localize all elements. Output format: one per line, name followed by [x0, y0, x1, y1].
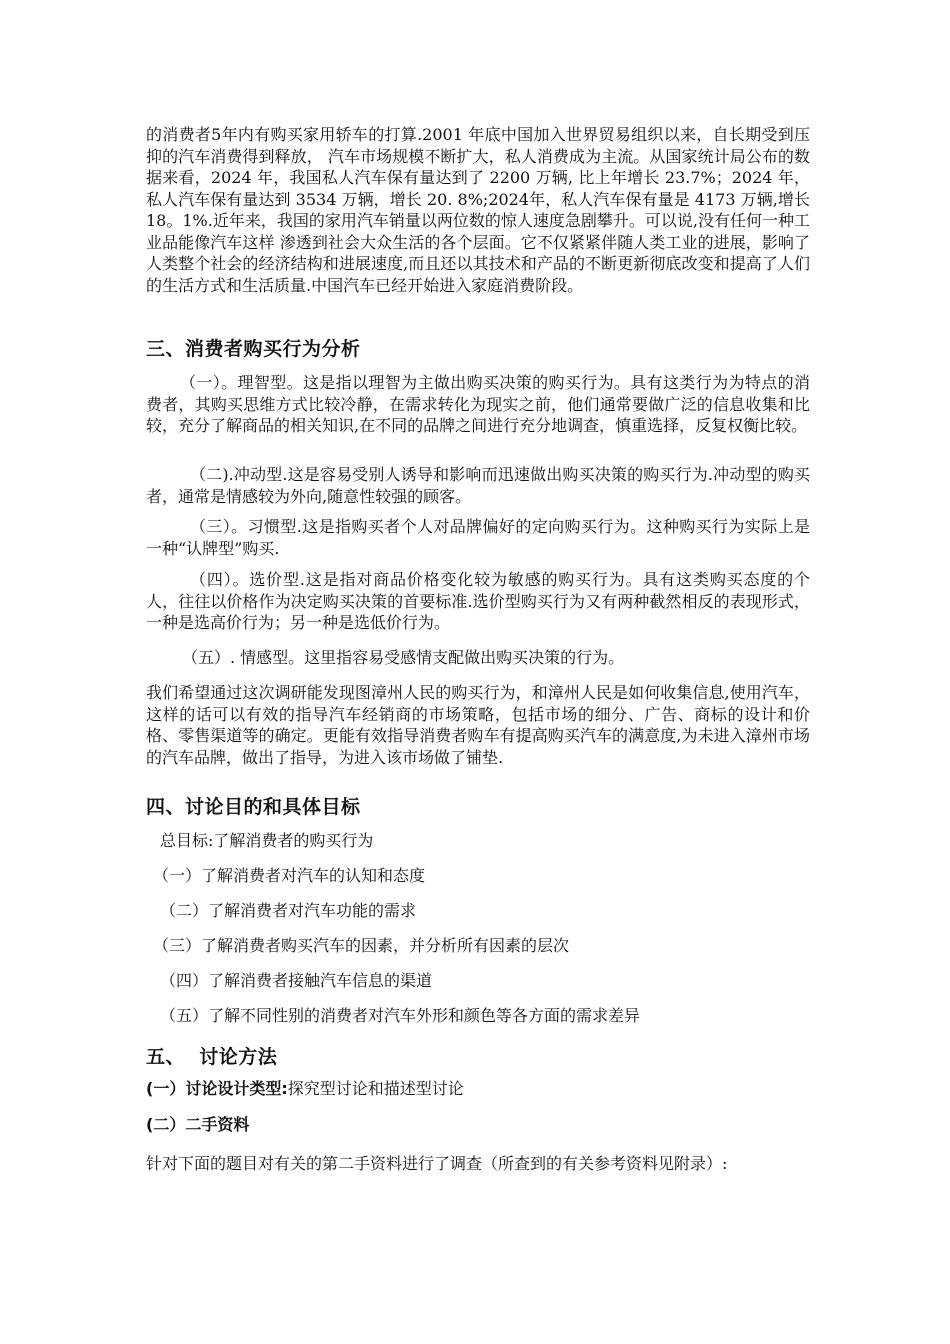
section3-item-3: （三）。习惯型.这是指购买者个人对品牌偏好的定向购买行为。这种购买行为实际上是一种“认牌型”购买.	[146, 517, 810, 558]
section3-heading: 三、消费者购买行为分析	[146, 338, 361, 360]
section3-item-4: （四）。选价型.这是指对商品价格变化较为敏感的购买行为。具有这类购买态度的个人，往往以价格作为决定购买决策的首要标准.选价型购买行为又有两种截然相反的表现形式，一种是选高价行为；另一种是选低价行为。	[146, 570, 810, 632]
section3-item-1-block	[146, 372, 810, 437]
intro-paragraph: 的消费者5年内有购买家用轿车的打算.2001 年底中国加入世界贸易组织以来，自长期受到压抑的汽车消费得到释放， 汽车市场规模不断扩大，私人消费成为主流。从国家统计局公布的数据来看，2024 年，我国私人汽车保有量达到了 2200 万辆, 比上年增长 23.7%；2024 年，私人汽车保有量达到 3534 万辆，增长 20. 8%;2024年，私人汽车保有量是 4173 万辆,增长 18。1%.近年来，我国的家用汽车销量以两位数的惊人速度急剧攀升。可以说,没有任何一种工业品能像汽车这样 渗透到社会大众生活的各个层面。它不仅紧紧伴随人类工业的进展，影响了人类整个社会的经济结构和进展速度,而且还以其技术和产品的不断更新彻底改变和提高了人们的生活方式和生活质量.中国汽车已经开始进入家庭消费阶段。	[146, 125, 810, 295]
section4-goal-1: （一）了解消费者对汽车的认知和态度	[153, 866, 426, 885]
section4-goal-2: （二）了解消费者对汽车功能的需求	[160, 901, 417, 920]
section4-goal-4: （四）了解消费者接触汽车信息的渠道	[160, 971, 433, 990]
section3-item-5-block	[146, 647, 810, 669]
section5-sub2-label: (二）二手资料	[146, 1115, 250, 1134]
section3-item-4-block	[146, 569, 810, 634]
section5-sub1-label: (一）讨论设计类型:	[146, 1079, 288, 1098]
section4-overall-goal: 总目标:了解消费者的购买行为	[160, 831, 374, 850]
section5-heading: 五、 讨论方法	[146, 1046, 278, 1068]
section3-item-5: （五）. 情感型。这里指容易受感情支配做出购买决策的行为。	[182, 648, 625, 667]
section3-closing: 我们希望通过这次调研能发现图漳州人民的购买行为，和漳州人民是如何收集信息,使用汽车，这样的话可以有效的指导汽车经销商的市场策略，包括市场的细分、广告、商标的设计和价格、零售渠道等的确定。更能有效指导消费者购车有提高购买汽车的满意度,为未进入漳州市场的汽车品牌，做出了指导，为进入该市场做了铺垫.	[146, 683, 810, 767]
section4-goal-5: （五）了解不同性别的消费者对汽车外形和颜色等各方面的需求差异	[160, 1006, 641, 1025]
section5-closing: 针对下面的题目对有关的第二手资料进行了调查（所查到的有关参考资料见附录）:	[146, 1154, 728, 1173]
section4-heading: 四、讨论目的和具体目标	[146, 796, 361, 818]
section5-sub1-text: 探究型讨论和描述型讨论	[287, 1079, 464, 1098]
section4-goal-3: （三）了解消费者购买汽车的因素，并分析所有因素的层次	[153, 936, 570, 955]
section3-closing-block	[146, 682, 810, 768]
intro-paragraph-block	[146, 124, 810, 296]
section5-closing-block	[146, 1152, 810, 1176]
section3-item-2: （二).冲动型.这是容易受别人诱导和影响而迅速做出购买决策的购买行为.冲动型的购买者，通常是情感较为外向,随意性较强的顾客。	[146, 465, 810, 506]
section5-sub1	[146, 1078, 464, 1100]
section3-item-1: （一）。理智型。这是指以理智为主做出购买决策的购买行为。具有这类行为为特点的消费者，其购买思维方式比较冷静，在需求转化为现实之前，他们通常要做广泛的信息收集和比较，充分了解商品的相关知识,在不同的品牌之间进行充分地调查，慎重选择，反复权衡比较。	[146, 373, 810, 435]
section3-item-3-block	[146, 516, 810, 559]
section3-item-2-block	[146, 464, 810, 507]
